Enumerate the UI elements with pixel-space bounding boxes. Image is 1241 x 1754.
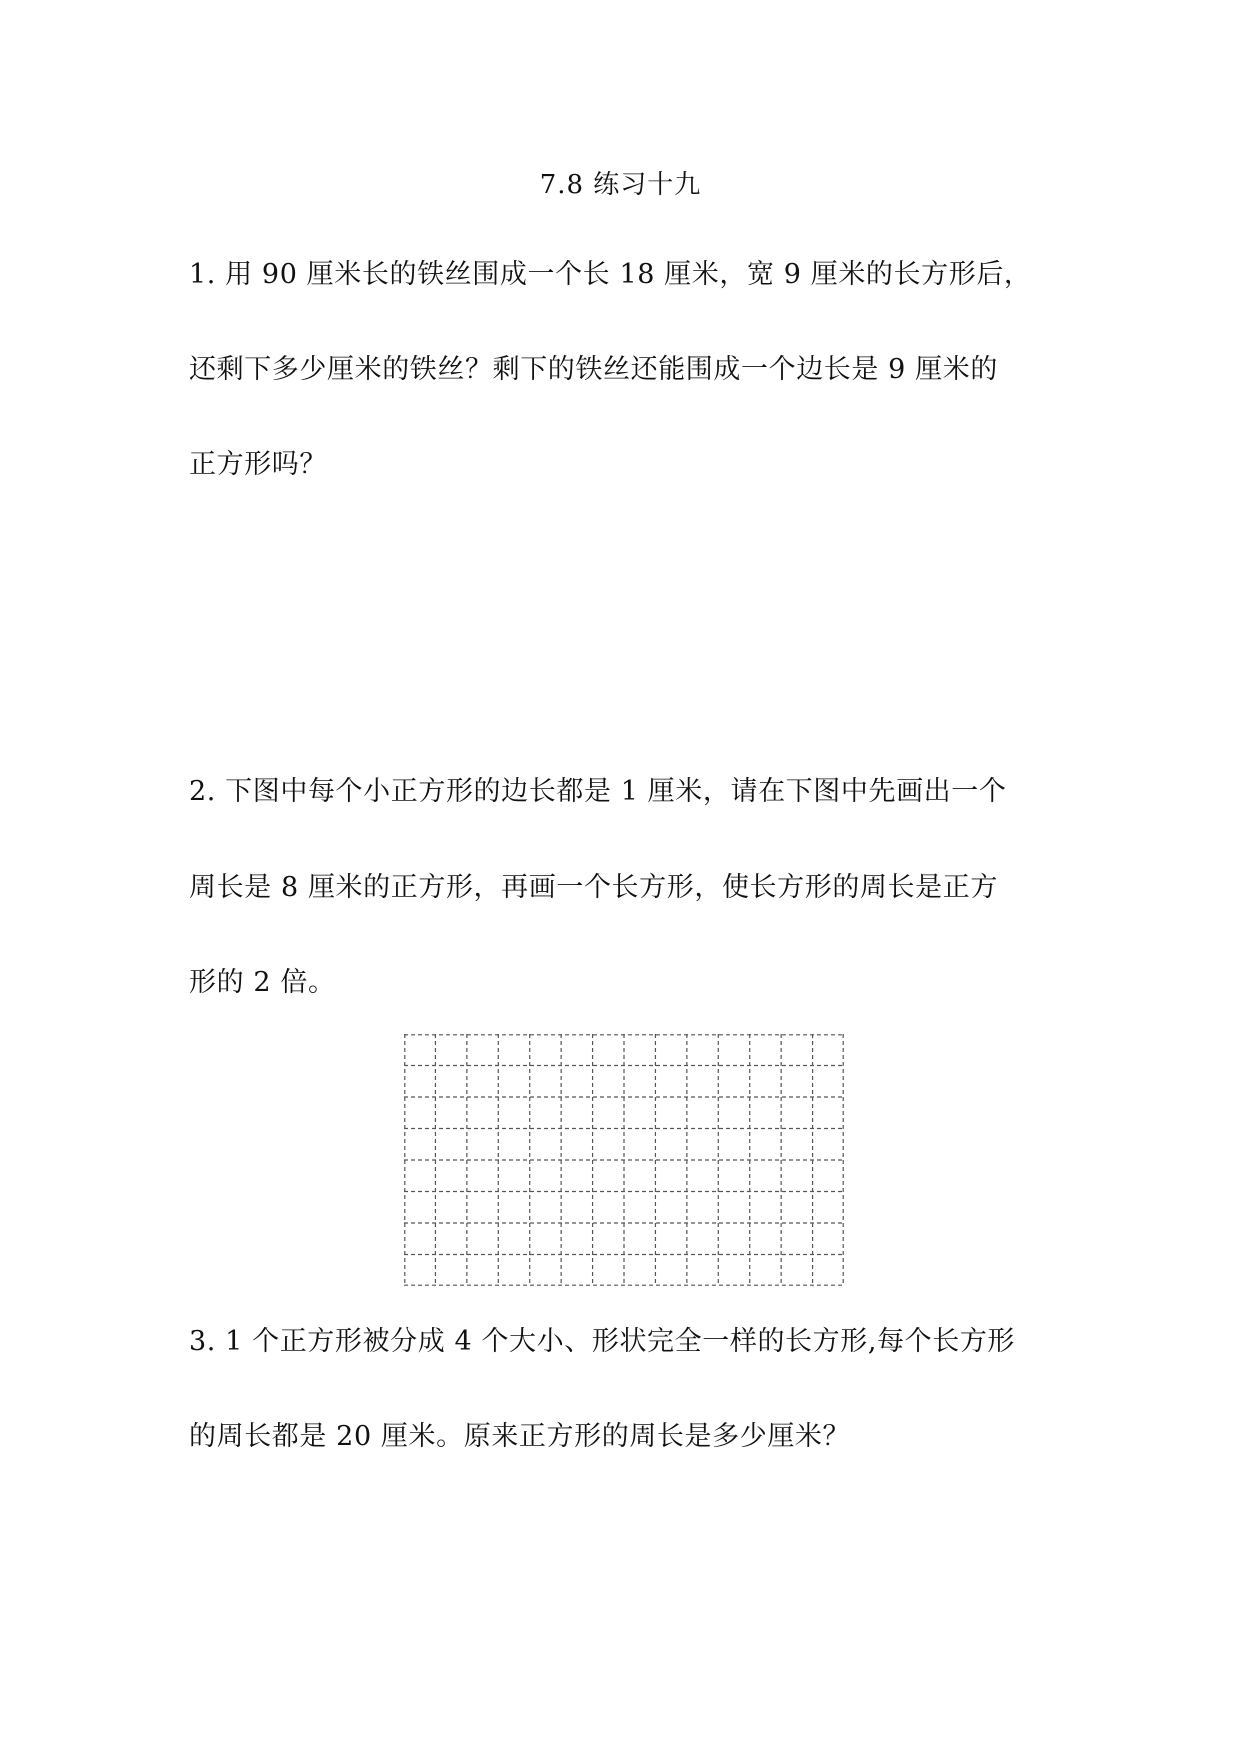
question-2-line-2: 周长是 8 厘米的正方形，再画一个长方形，使长方形的周长是正方 [189,872,998,903]
question-1-line-1: 1. 用 90 厘米长的铁丝围成一个长 18 厘米，宽 9 厘米的长方形后， [189,259,1032,290]
question-1-line-2: 还剩下多少厘米的铁丝？剩下的铁丝还能围成一个边长是 9 厘米的 [189,354,998,385]
question-2-line-1: 2. 下图中每个小正方形的边长都是 1 厘米，请在下图中先画出一个 [189,776,1007,807]
question-3-line-2: 的周长都是 20 厘米。原来正方形的周长是多少厘米？ [189,1421,851,1452]
question-1-line-3: 正方形吗？ [189,449,327,480]
question-2-line-3: 形的 2 倍。 [189,967,336,998]
page-title: 7.8 练习十九 [539,170,702,200]
question-3-line-1: 3. 1 个正方形被分成 4 个大小、形状完全一样的长方形,每个长方形 [189,1326,1016,1357]
square-grid [404,1034,844,1286]
